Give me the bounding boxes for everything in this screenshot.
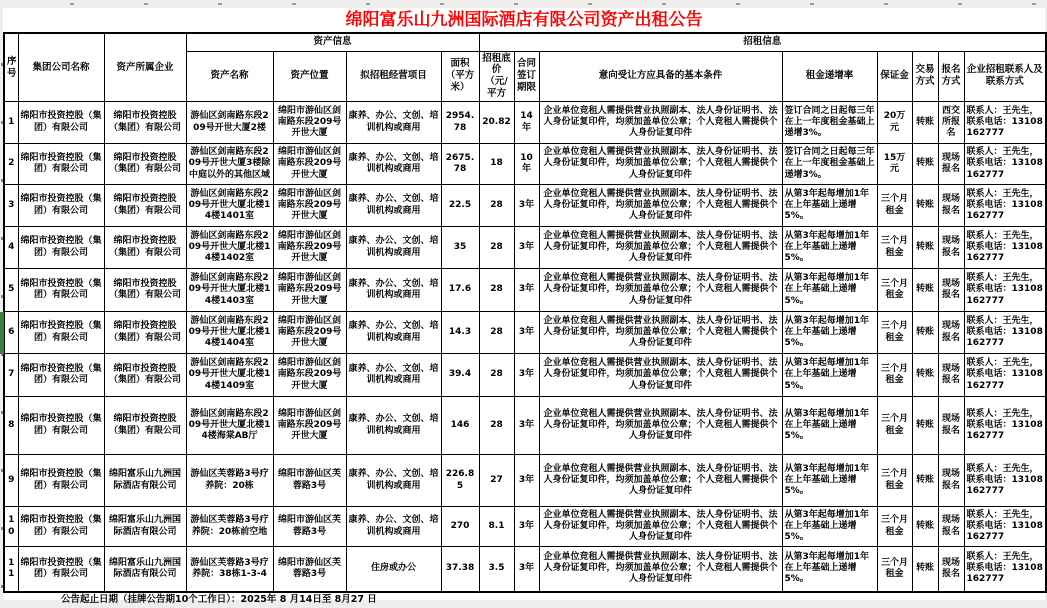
cell-planned_use[interactable]: 康养、办公、文创、培训机构或商用 — [346, 102, 441, 144]
col-header-planned-use[interactable]: 拟招租经营项目 — [346, 51, 441, 102]
cell-group_company[interactable]: 绵阳市投资控股（集团）有限公司 — [18, 354, 104, 397]
cell-owner_company[interactable]: 绵阳富乐山九洲国际酒店有限公司 — [104, 455, 186, 507]
cell-planned_use[interactable]: 康养、办公、文创、培训机构或商用 — [346, 354, 441, 397]
cell-group_company[interactable]: 绵阳市投资控股（集团）有限公司 — [18, 269, 104, 312]
col-header-conditions[interactable]: 意向受让方应具备的基本条件 — [539, 51, 782, 102]
cell-asset_location[interactable]: 绵阳市游仙区芙蓉路3号 — [273, 547, 346, 592]
cell-deposit[interactable]: 三个月租金 — [877, 397, 912, 455]
cell-rent_increase[interactable]: 从第3年起每增加1年在上年基础上递增5%。 — [782, 547, 877, 592]
cell-base_price[interactable]: 18 — [479, 144, 514, 185]
cell-base_price[interactable]: 28 — [479, 397, 514, 455]
cell-base_price[interactable]: 28 — [479, 354, 514, 397]
cell-seq[interactable]: 6 — [4, 312, 18, 354]
cell-signup_method[interactable]: 现场报名 — [938, 185, 964, 227]
cell-seq[interactable]: 5 — [4, 269, 18, 312]
cell-seq[interactable]: 4 — [4, 227, 18, 269]
cell-asset_location[interactable]: 绵阳市游仙区芙蓉路3号 — [273, 455, 346, 507]
cell-area[interactable]: 2954.78 — [441, 102, 479, 144]
cell-group_company[interactable]: 绵阳市投资控股（集团）有限公司 — [18, 507, 104, 547]
cell-area[interactable]: 146 — [441, 397, 479, 455]
table-row — [4, 144, 1046, 185]
cell-trade_method[interactable]: 转账 — [912, 397, 938, 455]
cell-asset_location[interactable]: 绵阳市游仙区剑南路东段209号开世大厦 — [273, 397, 346, 455]
table-row — [4, 397, 1046, 455]
col-header-asset-name[interactable]: 资产名称 — [186, 51, 273, 102]
cell-contact[interactable]: 联系人：王先生，联系电话：13108162777 — [964, 227, 1046, 269]
cell-owner_company[interactable]: 绵阳富乐山九洲国际酒店有限公司 — [104, 547, 186, 592]
col-header-owner-company[interactable]: 资产所属企业 — [104, 33, 186, 102]
cell-signup_method[interactable]: 现场报名 — [938, 507, 964, 547]
cell-signup_method[interactable]: 现场报名 — [938, 269, 964, 312]
cell-area[interactable]: 226.85 — [441, 455, 479, 507]
cell-contact[interactable]: 联系人：王先生，联系电话：13108162777 — [964, 397, 1046, 455]
col-header-area[interactable]: 面积（平方米） — [441, 51, 479, 102]
cell-base_price[interactable]: 28 — [479, 185, 514, 227]
cell-deposit[interactable]: 三个月租金 — [877, 185, 912, 227]
col-header-deposit[interactable]: 保证金 — [877, 51, 912, 102]
table-row — [4, 185, 1046, 227]
cell-seq[interactable]: 7 — [4, 354, 18, 397]
cell-conditions[interactable]: 企业单位竞租人需提供营业执照副本、法人身份证明书、法人身份证复印件，均须加盖单位公章；个人竞租人需提供个人身份证复印件 — [539, 227, 782, 269]
cell-planned_use[interactable]: 康养、办公、文创、培训机构或商用 — [346, 269, 441, 312]
cell-contact[interactable]: 联系人：王先生，联系电话：13108162777 — [964, 354, 1046, 397]
cell-planned_use[interactable]: 康养、办公、文创、培训机构或商用 — [346, 144, 441, 185]
cell-rent_increase[interactable]: 从第3年起每增加1年在上年基础上递增5%。 — [782, 397, 877, 455]
cell-asset_name[interactable]: 游仙区剑南路东段209号开世大厦北楼14楼1401室 — [186, 185, 273, 227]
cell-contract_term[interactable]: 3年 — [514, 269, 539, 312]
cell-rent_increase[interactable]: 从第3年起每增加1年在上年基础上递增5%。 — [782, 185, 877, 227]
cell-owner_company[interactable]: 绵阳市投资控股（集团）有限公司 — [104, 227, 186, 269]
spreadsheet-top-margin — [0, 0, 1047, 8]
cell-group_company[interactable]: 绵阳市投资控股（集团）有限公司 — [18, 102, 104, 144]
cell-seq[interactable]: 2 — [4, 144, 18, 185]
cell-owner_company[interactable]: 绵阳市投资控股（集团）有限公司 — [104, 185, 186, 227]
cell-conditions[interactable]: 企业单位竞租人需提供营业执照副本、法人身份证明书、法人身份证复印件，均须加盖单位公章；个人竞租人需提供个人身份证复印件 — [539, 269, 782, 312]
cell-deposit[interactable]: 三个月租金 — [877, 507, 912, 547]
cell-signup_method[interactable]: 现场报名 — [938, 397, 964, 455]
cell-contract_term[interactable]: 14年 — [514, 102, 539, 144]
cell-contact[interactable]: 联系人：王先生，联系电话：13108162777 — [964, 312, 1046, 354]
cell-group_company[interactable]: 绵阳市投资控股（集团）有限公司 — [18, 547, 104, 592]
cell-seq[interactable]: 1 — [4, 102, 18, 144]
cell-area[interactable]: 17.6 — [441, 269, 479, 312]
cell-area[interactable]: 39.4 — [441, 354, 479, 397]
cell-conditions[interactable]: 企业单位竞租人需提供营业执照副本、法人身份证明书、法人身份证复印件，均须加盖单位公章；个人竞租人需提供个人身份证复印件 — [539, 102, 782, 144]
col-header-group-company[interactable]: 集团公司名称 — [18, 33, 104, 102]
cell-trade_method[interactable]: 转账 — [912, 547, 938, 592]
cell-contract_term[interactable]: 3年 — [514, 312, 539, 354]
table-body — [4, 102, 1046, 592]
table-row — [4, 102, 1046, 144]
cell-conditions[interactable]: 企业单位竞租人需提供营业执照副本、法人身份证明书、法人身份证复印件，均须加盖单位公章；个人竞租人需提供个人身份证复印件 — [539, 185, 782, 227]
cell-asset_name[interactable]: 游仙区剑南路东段209号开世大厦北楼14楼1404室 — [186, 312, 273, 354]
cell-conditions[interactable]: 企业单位竞租人需提供营业执照副本、法人身份证明书、法人身份证复印件，均须加盖单位公章；个人竞租人需提供个人身份证复印件 — [539, 455, 782, 507]
cell-asset_location[interactable]: 绵阳市游仙区剑南路东段209号开世大厦 — [273, 102, 346, 144]
cell-deposit[interactable]: 三个月租金 — [877, 227, 912, 269]
cell-asset_name[interactable]: 游仙区剑南路东段209号开世大厦3楼除中庭以外的其他区域 — [186, 144, 273, 185]
col-header-seq[interactable]: 序号 — [4, 33, 18, 102]
col-header-contract-term[interactable]: 合同签订期限 — [514, 51, 539, 102]
cell-seq[interactable]: 10 — [4, 507, 18, 547]
cell-contact[interactable]: 联系人：王先生，联系电话：13108162777 — [964, 102, 1046, 144]
cell-asset_location[interactable]: 绵阳市游仙区剑南路东段209号开世大厦 — [273, 312, 346, 354]
cell-asset_location[interactable]: 绵阳市游仙区剑南路东段209号开世大厦 — [273, 227, 346, 269]
col-header-contact[interactable]: 企业招租联系人及联系方式 — [964, 51, 1046, 102]
table-row — [4, 269, 1046, 312]
cell-trade_method[interactable]: 转账 — [912, 269, 938, 312]
cell-planned_use[interactable]: 康养、办公、文创、培训机构或商用 — [346, 455, 441, 507]
table-row — [4, 227, 1046, 269]
table-row — [4, 312, 1046, 354]
cell-trade_method[interactable]: 转账 — [912, 455, 938, 507]
cell-asset_location[interactable]: 绵阳市游仙区剑南路东段209号开世大厦 — [273, 354, 346, 397]
cell-owner_company[interactable]: 绵阳市投资控股（集团）有限公司 — [104, 397, 186, 455]
cell-contract_term[interactable]: 3年 — [514, 227, 539, 269]
cell-owner_company[interactable]: 绵阳市投资控股（集团）有限公司 — [104, 312, 186, 354]
cell-group_company[interactable]: 绵阳市投资控股（集团）有限公司 — [18, 312, 104, 354]
cell-seq[interactable]: 8 — [4, 397, 18, 455]
cell-planned_use[interactable]: 住房或办公 — [346, 547, 441, 592]
announcement-title[interactable]: 绵阳富乐山九洲国际酒店有限公司资产出租公告 — [345, 10, 703, 30]
cell-rent_increase[interactable]: 从第3年起每增加1年在上年基础上递增5%。 — [782, 507, 877, 547]
selected-row-indicator — [0, 312, 4, 354]
cell-rent_increase[interactable]: 从第3年起每增加1年在上年基础上递增5%。 — [782, 227, 877, 269]
cell-owner_company[interactable]: 绵阳市投资控股（集团）有限公司 — [104, 144, 186, 185]
cell-asset_name[interactable]: 游仙区剑南路东段209号开世大厦北楼14楼海棠AB厅 — [186, 397, 273, 455]
cell-area[interactable]: 35 — [441, 227, 479, 269]
cell-contract_term[interactable]: 3年 — [514, 397, 539, 455]
cell-rent_increase[interactable]: 从第3年起每增加1年在上年基础上递增5%。 — [782, 455, 877, 507]
cell-contact[interactable]: 联系人：王先生，联系电话：13108162777 — [964, 144, 1046, 185]
cell-base_price[interactable]: 28 — [479, 269, 514, 312]
cell-asset_location[interactable]: 绵阳市游仙区芙蓉路3号 — [273, 507, 346, 547]
cell-rent_increase[interactable]: 签订合同之日起每三年在上一年度租金基础上递增3%。 — [782, 102, 877, 144]
cell-base_price[interactable]: 8.1 — [479, 507, 514, 547]
cell-conditions[interactable]: 企业单位竞租人需提供营业执照副本、法人身份证明书、法人身份证复印件，均须加盖单位公章；个人竞租人需提供个人身份证复印件 — [539, 507, 782, 547]
cell-rent_increase[interactable]: 从第3年起每增加1年在上年基础上递增5%。 — [782, 269, 877, 312]
group-header-asset-info[interactable]: 资产信息 — [186, 33, 479, 51]
table-row — [4, 547, 1046, 592]
cell-signup_method[interactable]: 现场报名 — [938, 312, 964, 354]
cell-trade_method[interactable]: 转账 — [912, 507, 938, 547]
cell-contract_term[interactable]: 3年 — [514, 354, 539, 397]
cell-signup_method[interactable]: 现场报名 — [938, 547, 964, 592]
cell-area[interactable]: 22.5 — [441, 185, 479, 227]
cell-asset_location[interactable]: 绵阳市游仙区剑南路东段209号开世大厦 — [273, 144, 346, 185]
cell-contact[interactable]: 联系人：王先生，联系电话：13108162777 — [964, 547, 1046, 592]
cell-area[interactable]: 37.38 — [441, 547, 479, 592]
cell-asset_name[interactable]: 游仙区芙蓉路3号疗养院：38栋1-3-4 — [186, 547, 273, 592]
cell-trade_method[interactable]: 转账 — [912, 185, 938, 227]
table-row — [4, 507, 1046, 547]
cell-contact[interactable]: 联系人：王先生，联系电话：13108162777 — [964, 269, 1046, 312]
cell-rent_increase[interactable]: 从第3年起每增加1年在上年基础上递增5%。 — [782, 354, 877, 397]
cell-conditions[interactable]: 企业单位竞租人需提供营业执照副本、法人身份证明书、法人身份证复印件，均须加盖单位公章；个人竞租人需提供个人身份证复印件 — [539, 144, 782, 185]
cell-deposit[interactable]: 三个月租金 — [877, 354, 912, 397]
asset-rent-table — [3, 32, 1047, 593]
cell-rent_increase[interactable]: 从第3年起每增加1年在上年基础上递增5%。 — [782, 312, 877, 354]
cell-group_company[interactable]: 绵阳市投资控股（集团）有限公司 — [18, 227, 104, 269]
cell-deposit[interactable]: 三个月租金 — [877, 269, 912, 312]
group-header-rent-info[interactable]: 招租信息 — [479, 33, 1046, 51]
cell-asset_name[interactable]: 游仙区芙蓉路3号疗养院：20栋 — [186, 455, 273, 507]
cell-asset_name[interactable]: 游仙区剑南路东段209号开世大厦2楼 — [186, 102, 273, 144]
spreadsheet-area — [3, 8, 1045, 605]
cell-signup_method[interactable]: 西交所报名 — [938, 102, 964, 144]
cell-signup_method[interactable]: 现场报名 — [938, 455, 964, 507]
cell-contract_term[interactable]: 3年 — [514, 455, 539, 507]
cell-group_company[interactable]: 绵阳市投资控股（集团）有限公司 — [18, 455, 104, 507]
cell-conditions[interactable]: 企业单位竞租人需提供营业执照副本、法人身份证明书、法人身份证复印件，均须加盖单位公章；个人竞租人需提供个人身份证复印件 — [539, 397, 782, 455]
cell-owner_company[interactable]: 绵阳富乐山九洲国际酒店有限公司 — [104, 507, 186, 547]
cell-trade_method[interactable]: 转账 — [912, 102, 938, 144]
table-row — [4, 455, 1046, 507]
cell-asset_location[interactable]: 绵阳市游仙区剑南路东段209号开世大厦 — [273, 185, 346, 227]
cell-deposit[interactable]: 15万元 — [877, 144, 912, 185]
cell-contact[interactable]: 联系人：王先生，联系电话：13108162777 — [964, 455, 1046, 507]
cell-area[interactable]: 2675.78 — [441, 144, 479, 185]
cell-contract_term[interactable]: 3年 — [514, 185, 539, 227]
col-header-trade-method[interactable]: 交易方式 — [912, 51, 938, 102]
cell-deposit[interactable]: 三个月租金 — [877, 547, 912, 592]
cell-contract_term[interactable]: 3年 — [514, 507, 539, 547]
cell-asset_name[interactable]: 游仙区剑南路东段209号开世大厦北楼14楼1409室 — [186, 354, 273, 397]
cell-owner_company[interactable]: 绵阳市投资控股（集团）有限公司 — [104, 354, 186, 397]
cell-seq[interactable]: 3 — [4, 185, 18, 227]
cell-seq[interactable]: 9 — [4, 455, 18, 507]
cell-planned_use[interactable]: 康养、办公、文创、培训机构或商用 — [346, 185, 441, 227]
cell-group_company[interactable]: 绵阳市投资控股（集团）有限公司 — [18, 397, 104, 455]
cell-contract_term[interactable]: 3年 — [514, 547, 539, 592]
cell-contact[interactable]: 联系人：王先生，联系电话：13108162777 — [964, 507, 1046, 547]
cell-owner_company[interactable]: 绵阳市投资控股（集团）有限公司 — [104, 102, 186, 144]
col-header-asset-location[interactable]: 资产位置 — [273, 51, 346, 102]
cell-asset_location[interactable]: 绵阳市游仙区剑南路东段209号开世大厦 — [273, 269, 346, 312]
cell-planned_use[interactable]: 康养、办公、文创、培训机构或商用 — [346, 312, 441, 354]
cell-base_price[interactable]: 27 — [479, 455, 514, 507]
col-header-signup-method[interactable]: 报名方式 — [938, 51, 964, 102]
col-header-rent-increase[interactable]: 租金递增率 — [782, 51, 877, 102]
cell-deposit[interactable]: 20万元 — [877, 102, 912, 144]
cell-trade_method[interactable]: 转账 — [912, 354, 938, 397]
cell-signup_method[interactable]: 现场报名 — [938, 354, 964, 397]
cell-signup_method[interactable]: 现场报名 — [938, 144, 964, 185]
cell-trade_method[interactable]: 转账 — [912, 227, 938, 269]
cell-deposit[interactable]: 三个月租金 — [877, 455, 912, 507]
cell-planned_use[interactable]: 康养、办公、文创、培训机构或商用 — [346, 507, 441, 547]
cell-owner_company[interactable]: 绵阳市投资控股（集团）有限公司 — [104, 269, 186, 312]
cell-rent_increase[interactable]: 签订合同之日起每三年在上一年度租金基础上递增3%。 — [782, 144, 877, 185]
cell-group_company[interactable]: 绵阳市投资控股（集团）有限公司 — [18, 144, 104, 185]
cell-asset_name[interactable]: 游仙区芙蓉路3号疗养院：20栋前空地 — [186, 507, 273, 547]
cell-area[interactable]: 270 — [441, 507, 479, 547]
cell-base_price[interactable]: 28 — [479, 227, 514, 269]
cell-trade_method[interactable]: 转账 — [912, 144, 938, 185]
cell-base_price[interactable]: 3.5 — [479, 547, 514, 592]
cell-conditions[interactable]: 企业单位竞租人需提供营业执照副本、法人身份证明书、法人身份证复印件，均须加盖单位公章；个人竞租人需提供个人身份证复印件 — [539, 312, 782, 354]
cell-base_price[interactable]: 20.82 — [479, 102, 514, 144]
cell-contract_term[interactable]: 10年 — [514, 144, 539, 185]
cell-trade_method[interactable]: 转账 — [912, 312, 938, 354]
cell-seq[interactable]: 11 — [4, 547, 18, 592]
cell-deposit[interactable]: 三个月租金 — [877, 312, 912, 354]
cell-signup_method[interactable]: 现场报名 — [938, 227, 964, 269]
announcement-date-note[interactable]: 公告起止日期（挂牌公告期10个工作日）：2025年 8 月14日至 8月27 日 — [61, 593, 377, 605]
cell-conditions[interactable]: 企业单位竞租人需提供营业执照副本、法人身份证明书、法人身份证复印件，均须加盖单位公章；个人竞租人需提供个人身份证复印件 — [539, 547, 782, 592]
cell-contact[interactable]: 联系人：王先生，联系电话：13108162777 — [964, 185, 1046, 227]
cell-planned_use[interactable]: 康养、办公、文创、培训机构或商用 — [346, 227, 441, 269]
cell-asset_name[interactable]: 游仙区剑南路东段209号开世大厦北楼14楼1402室 — [186, 227, 273, 269]
table-row — [4, 354, 1046, 397]
cell-planned_use[interactable]: 康养、办公、文创、培训机构或商用 — [346, 397, 441, 455]
cell-conditions[interactable]: 企业单位竞租人需提供营业执照副本、法人身份证明书、法人身份证复印件，均须加盖单位公章；个人竞租人需提供个人身份证复印件 — [539, 354, 782, 397]
cell-asset_name[interactable]: 游仙区剑南路东段209号开世大厦北楼14楼1403室 — [186, 269, 273, 312]
cell-area[interactable]: 14.3 — [441, 312, 479, 354]
col-header-base-price[interactable]: 招租底价（元/平方 — [479, 51, 514, 102]
cell-group_company[interactable]: 绵阳市投资控股（集团）有限公司 — [18, 185, 104, 227]
cell-base_price[interactable]: 28 — [479, 312, 514, 354]
